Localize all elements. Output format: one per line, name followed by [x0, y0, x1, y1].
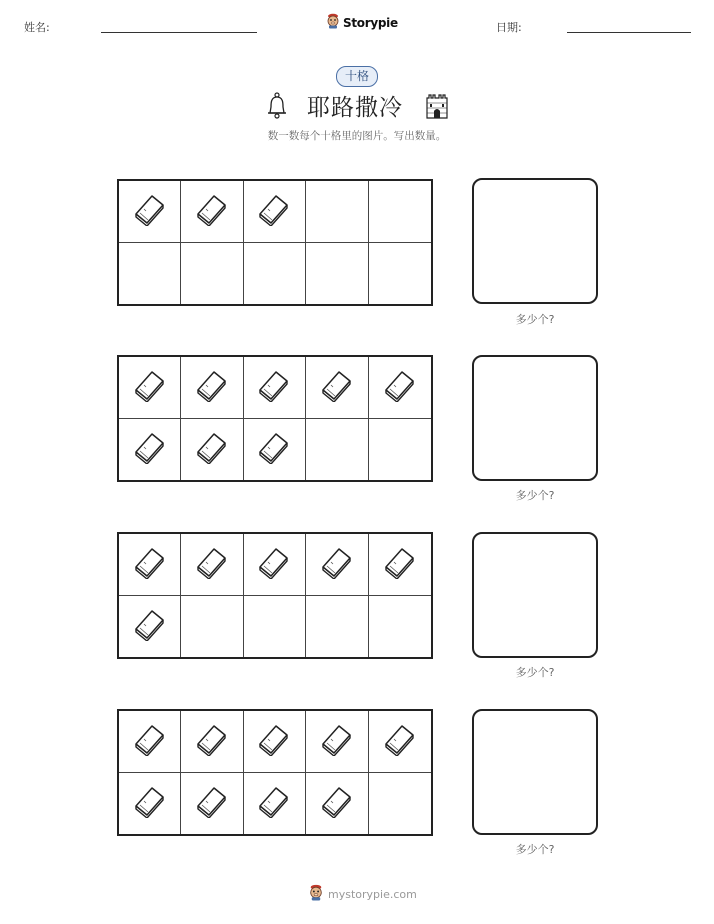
frame-cell — [244, 419, 306, 481]
page-title: 耶路撒冷 — [307, 95, 403, 121]
name-line[interactable] — [101, 32, 257, 33]
frame-cell — [369, 357, 431, 419]
date-label: 日期: — [496, 21, 522, 34]
frame-cell — [244, 711, 306, 773]
book-icon — [256, 722, 292, 760]
mascot-icon — [326, 13, 340, 33]
book-icon — [194, 430, 230, 468]
mascot-icon — [308, 884, 324, 905]
frame-cell — [369, 181, 431, 243]
frame-cell — [369, 596, 431, 658]
book-icon — [194, 368, 230, 406]
book-icon — [194, 784, 230, 822]
name-label: 姓名: — [24, 21, 50, 34]
book-icon — [194, 192, 230, 230]
frame-cell — [369, 419, 431, 481]
frame-cell — [306, 596, 368, 658]
book-icon — [319, 368, 355, 406]
brand-name: Storypie — [343, 16, 398, 30]
book-icon — [132, 430, 168, 468]
footer — [308, 884, 417, 905]
instructions: 数一数每个十格里的图片。写出数量。 — [267, 130, 447, 142]
frame-cell — [181, 419, 243, 481]
frame-cell — [244, 534, 306, 596]
ten-frame-2 — [117, 355, 433, 482]
answer-prompt-2: 多少个? — [515, 489, 555, 502]
frame-cell — [181, 181, 243, 243]
frame-cell — [306, 181, 368, 243]
frame-cell — [369, 243, 431, 305]
frame-cell — [119, 357, 181, 419]
frame-cell — [181, 773, 243, 835]
book-icon — [132, 192, 168, 230]
bell-icon — [266, 92, 288, 124]
ten-frame-4 — [117, 709, 433, 836]
frame-cell — [369, 534, 431, 596]
frame-cell — [244, 357, 306, 419]
frame-cell — [244, 181, 306, 243]
frame-cell — [244, 773, 306, 835]
frame-cell — [369, 711, 431, 773]
frame-cell — [244, 243, 306, 305]
book-icon — [382, 368, 418, 406]
book-icon — [382, 545, 418, 583]
frame-cell — [181, 357, 243, 419]
book-icon — [132, 368, 168, 406]
book-icon — [319, 545, 355, 583]
frame-cell — [244, 596, 306, 658]
frame-cell — [119, 534, 181, 596]
footer-site: mystorypie.com — [328, 888, 417, 901]
book-icon — [256, 368, 292, 406]
answer-box-2[interactable] — [472, 355, 598, 481]
book-icon — [256, 430, 292, 468]
answer-box-3[interactable] — [472, 532, 598, 658]
frame-cell — [306, 243, 368, 305]
book-icon — [132, 607, 168, 645]
book-icon — [256, 545, 292, 583]
frame-cell — [119, 243, 181, 305]
topic-tag: 十格 — [336, 66, 378, 87]
frame-cell — [119, 181, 181, 243]
frame-cell — [306, 534, 368, 596]
frame-cell — [119, 773, 181, 835]
frame-cell — [181, 711, 243, 773]
book-icon — [382, 722, 418, 760]
frame-cell — [306, 357, 368, 419]
frame-cell — [181, 243, 243, 305]
frame-cell — [306, 711, 368, 773]
book-icon — [319, 784, 355, 822]
book-icon — [132, 784, 168, 822]
frame-cell — [119, 596, 181, 658]
brand-logo — [326, 13, 398, 33]
answer-prompt-1: 多少个? — [515, 313, 555, 326]
book-icon — [256, 192, 292, 230]
book-icon — [194, 722, 230, 760]
frame-cell — [181, 596, 243, 658]
frame-cell — [306, 419, 368, 481]
book-icon — [132, 722, 168, 760]
frame-cell — [181, 534, 243, 596]
book-icon — [194, 545, 230, 583]
frame-cell — [119, 419, 181, 481]
book-icon — [256, 784, 292, 822]
frame-cell — [369, 773, 431, 835]
book-icon — [319, 722, 355, 760]
ten-frame-3 — [117, 532, 433, 659]
frame-cell — [306, 773, 368, 835]
answer-box-4[interactable] — [472, 709, 598, 835]
book-icon — [132, 545, 168, 583]
answer-prompt-4: 多少个? — [515, 843, 555, 856]
ten-frame-1 — [117, 179, 433, 306]
frame-cell — [119, 711, 181, 773]
date-line[interactable] — [567, 32, 691, 33]
answer-prompt-3: 多少个? — [515, 666, 555, 679]
castle-icon — [426, 93, 448, 123]
answer-box-1[interactable] — [472, 178, 598, 304]
